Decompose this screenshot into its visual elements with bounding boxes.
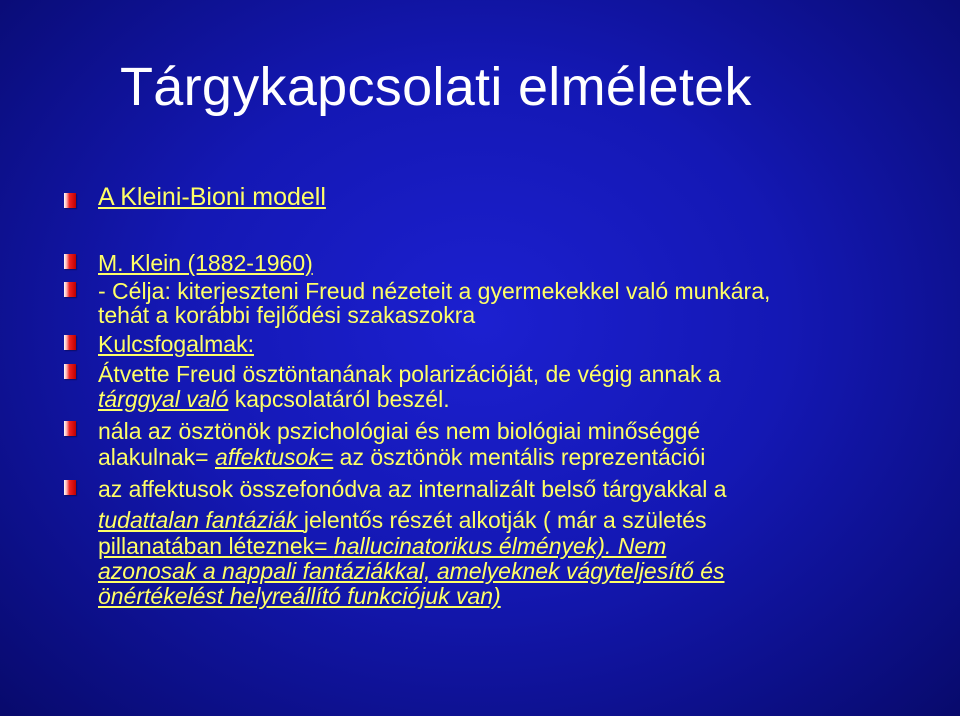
- bullet-text: Kulcsfogalmak:: [98, 331, 254, 357]
- bullet-text: [98, 386, 450, 412]
- bullet-icon: [64, 364, 76, 379]
- bullet-icon: [64, 254, 76, 269]
- emphasis-text: tárggyal való: [98, 386, 229, 412]
- bullet-text: [98, 507, 707, 533]
- plain-text: kapcsolatáról beszél.: [228, 386, 450, 412]
- plain-text: az ösztönök mentális reprezentációi: [333, 444, 706, 470]
- bullet-icon: [64, 421, 76, 436]
- bullet-icon: [64, 335, 76, 350]
- bullet-text: [98, 533, 666, 559]
- bullet-text: M. Klein (1882-1960): [98, 250, 313, 276]
- slide-title: Tárgykapcsolati elméletek: [120, 57, 752, 117]
- emphasis-text: affektusok=: [215, 444, 334, 470]
- plain-text: alakulnak=: [98, 444, 215, 470]
- bullet-icon: [64, 480, 76, 495]
- bullet-text: nála az ösztönök pszichológiai és nem biológiai minőséggé: [98, 418, 701, 444]
- section-heading: A Kleini-Bioni modell: [98, 183, 326, 211]
- bullet-text: [98, 444, 705, 470]
- bullet-icon: [64, 193, 76, 208]
- emphasis-text: hallucinatorikus élmények). Nem: [333, 533, 667, 559]
- plain-text: jelentős részét alkotják ( már a születés: [303, 507, 707, 533]
- bullet-icon: [64, 282, 76, 297]
- bullet-text: tehát a korábbi fejlődési szakaszokra: [98, 302, 476, 328]
- bullet-text: azonosak a nappali fantáziákkal, amelyeknek vágyteljesítő és: [98, 558, 725, 584]
- plain-text: pillanatában léteznek=: [98, 533, 334, 559]
- bullet-text: - Célja: kiterjeszteni Freud nézeteit a gyermekekkel való munkára,: [98, 278, 771, 304]
- bullet-text: az affektusok összefonódva az internalizált belső tárgyakkal a: [98, 476, 727, 502]
- bullet-text: önértékelést helyreállító funkciójuk van): [98, 583, 501, 609]
- bullet-text: Átvette Freud ösztöntanának polarizációját, de végig annak a: [98, 361, 721, 387]
- emphasis-text: tudattalan fantáziák: [98, 507, 304, 533]
